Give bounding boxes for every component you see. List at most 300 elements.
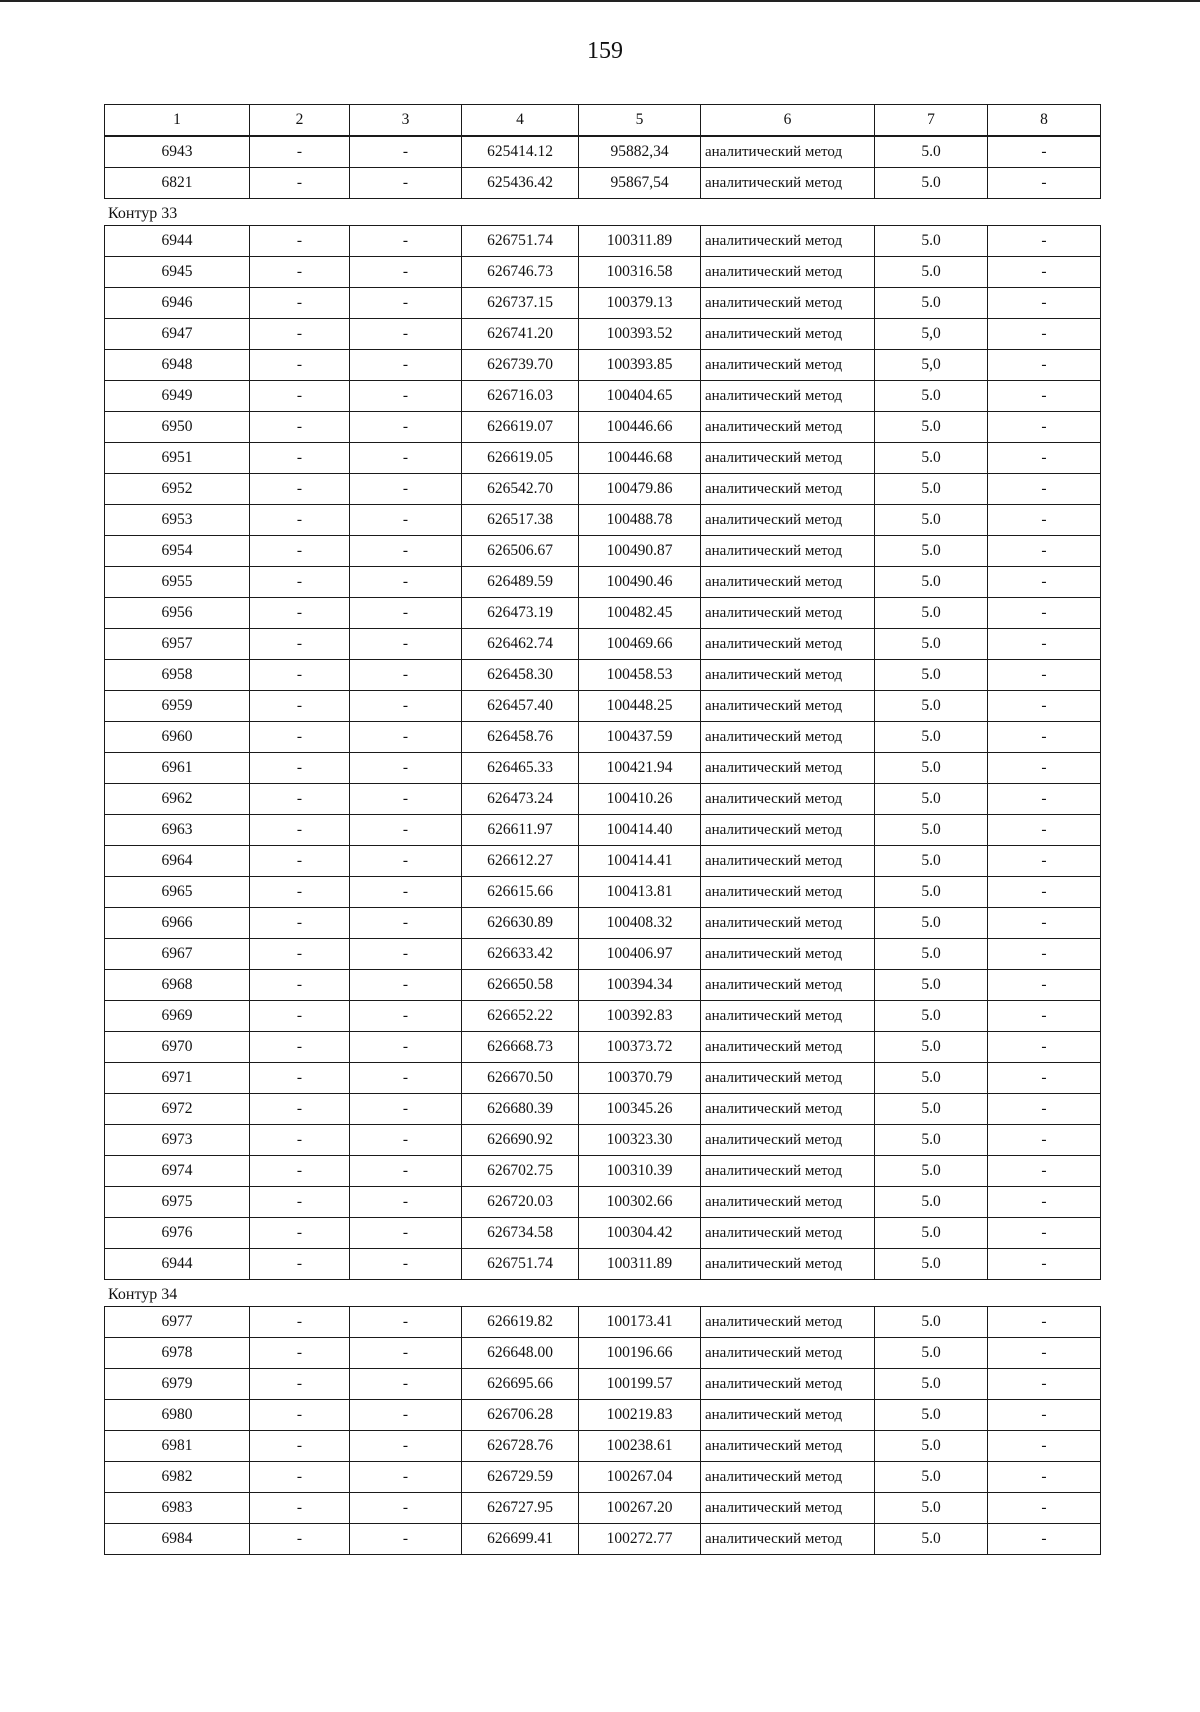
table-cell: - bbox=[988, 474, 1101, 505]
table-cell: 626619.05 bbox=[462, 443, 579, 474]
table-cell: 5.0 bbox=[875, 1462, 988, 1493]
table-cell: аналитический метод bbox=[701, 137, 875, 168]
table-cell: 100488.78 bbox=[579, 505, 701, 536]
table-cell: - bbox=[350, 660, 462, 691]
table-cell: аналитический метод bbox=[701, 1001, 875, 1032]
table-cell: - bbox=[250, 1032, 350, 1063]
table-cell: 6949 bbox=[105, 381, 250, 412]
table-cell: - bbox=[250, 137, 350, 168]
table-cell: 5,0 bbox=[875, 319, 988, 350]
table-cell: 100370.79 bbox=[579, 1063, 701, 1094]
table-cell: аналитический метод bbox=[701, 1493, 875, 1524]
column-header-7: 7 bbox=[875, 105, 988, 136]
table-row bbox=[105, 412, 1101, 443]
table-cell: - bbox=[350, 1249, 462, 1280]
table-cell: 6973 bbox=[105, 1125, 250, 1156]
table-cell: 626619.07 bbox=[462, 412, 579, 443]
table-cell: 5.0 bbox=[875, 1307, 988, 1338]
table-cell: 626633.42 bbox=[462, 939, 579, 970]
table-cell: 6971 bbox=[105, 1063, 250, 1094]
table-cell: 626517.38 bbox=[462, 505, 579, 536]
table-cell: 6967 bbox=[105, 939, 250, 970]
table-cell: - bbox=[350, 505, 462, 536]
table-cell: аналитический метод bbox=[701, 319, 875, 350]
table-cell: - bbox=[350, 1493, 462, 1524]
table-cell: 626699.41 bbox=[462, 1524, 579, 1555]
table-cell: 100410.26 bbox=[579, 784, 701, 815]
table-cell: аналитический метод bbox=[701, 629, 875, 660]
page-number: 159 bbox=[587, 38, 623, 64]
table-cell: - bbox=[250, 1094, 350, 1125]
table-cell: - bbox=[250, 288, 350, 319]
table-row bbox=[105, 1524, 1101, 1555]
table-cell: - bbox=[988, 1218, 1101, 1249]
table-cell: - bbox=[988, 939, 1101, 970]
table-cell: - bbox=[250, 908, 350, 939]
table-cell: - bbox=[250, 1249, 350, 1280]
table-cell: 5.0 bbox=[875, 1032, 988, 1063]
table-cell: 5.0 bbox=[875, 939, 988, 970]
table-cell: 100316.58 bbox=[579, 257, 701, 288]
table-cell: 626670.50 bbox=[462, 1063, 579, 1094]
table-cell: 100304.42 bbox=[579, 1218, 701, 1249]
table-cell: - bbox=[988, 1369, 1101, 1400]
table-cell: - bbox=[988, 815, 1101, 846]
table-cell: 100421.94 bbox=[579, 753, 701, 784]
table-row bbox=[105, 319, 1101, 350]
table-cell: - bbox=[250, 1125, 350, 1156]
table-cell: аналитический метод bbox=[701, 1369, 875, 1400]
table-cell: 100196.66 bbox=[579, 1338, 701, 1369]
table-cell: 626465.33 bbox=[462, 753, 579, 784]
table-cell: - bbox=[250, 846, 350, 877]
table-cell: - bbox=[350, 226, 462, 257]
table-cell: - bbox=[988, 1001, 1101, 1032]
table-cell: - bbox=[350, 1524, 462, 1555]
table-cell: 626542.70 bbox=[462, 474, 579, 505]
table-cell: 6960 bbox=[105, 722, 250, 753]
table-cell: 6984 bbox=[105, 1524, 250, 1555]
top-border-line bbox=[0, 0, 1200, 2]
table-cell: аналитический метод bbox=[701, 722, 875, 753]
table-cell: - bbox=[988, 350, 1101, 381]
table-cell: аналитический метод bbox=[701, 1094, 875, 1125]
coordinates-table bbox=[104, 136, 1101, 199]
table-cell: 5.0 bbox=[875, 505, 988, 536]
table-cell: - bbox=[250, 319, 350, 350]
table-cell: 6955 bbox=[105, 567, 250, 598]
table-cell: - bbox=[988, 784, 1101, 815]
table-cell: 626458.30 bbox=[462, 660, 579, 691]
table-cell: аналитический метод bbox=[701, 815, 875, 846]
table-cell: - bbox=[350, 443, 462, 474]
section-label: Контур 34 bbox=[108, 1286, 178, 1303]
table-cell: - bbox=[988, 536, 1101, 567]
table-cell: 100345.26 bbox=[579, 1094, 701, 1125]
table-cell: 626489.59 bbox=[462, 567, 579, 598]
table-cell: 6976 bbox=[105, 1218, 250, 1249]
table-cell: - bbox=[988, 660, 1101, 691]
table-row bbox=[105, 1249, 1101, 1280]
table-cell: 626611.97 bbox=[462, 815, 579, 846]
table-cell: - bbox=[350, 137, 462, 168]
table-cell: - bbox=[988, 629, 1101, 660]
table-cell: 626652.22 bbox=[462, 1001, 579, 1032]
table-cell: аналитический метод bbox=[701, 1187, 875, 1218]
table-cell: 6983 bbox=[105, 1493, 250, 1524]
table-cell: - bbox=[250, 784, 350, 815]
table-row bbox=[105, 350, 1101, 381]
table-cell: - bbox=[350, 412, 462, 443]
table-cell: 626716.03 bbox=[462, 381, 579, 412]
column-header-3: 3 bbox=[350, 105, 462, 136]
table-cell: аналитический метод bbox=[701, 168, 875, 199]
table-cell: 626720.03 bbox=[462, 1187, 579, 1218]
table-cell: аналитический метод bbox=[701, 443, 875, 474]
table-cell: - bbox=[988, 1063, 1101, 1094]
table-cell: - bbox=[350, 598, 462, 629]
table-cell: аналитический метод bbox=[701, 598, 875, 629]
coordinates-table bbox=[104, 1306, 1101, 1555]
table-cell: 6975 bbox=[105, 1187, 250, 1218]
table-cell: 6977 bbox=[105, 1307, 250, 1338]
table-cell: 6969 bbox=[105, 1001, 250, 1032]
table-cell: 626630.89 bbox=[462, 908, 579, 939]
table-row bbox=[105, 908, 1101, 939]
table-cell: 625436.42 bbox=[462, 168, 579, 199]
table-cell: - bbox=[250, 1338, 350, 1369]
table-cell: - bbox=[250, 1001, 350, 1032]
table-cell: 95867,54 bbox=[579, 168, 701, 199]
table-cell: - bbox=[250, 1524, 350, 1555]
table-row bbox=[105, 257, 1101, 288]
table-cell: 626473.24 bbox=[462, 784, 579, 815]
table-cell: 6965 bbox=[105, 877, 250, 908]
table-cell: аналитический метод bbox=[701, 1462, 875, 1493]
table-cell: 100394.34 bbox=[579, 970, 701, 1001]
table-cell: аналитический метод bbox=[701, 412, 875, 443]
table-cell: - bbox=[988, 226, 1101, 257]
table-cell: 626751.74 bbox=[462, 226, 579, 257]
table-cell: - bbox=[350, 1400, 462, 1431]
table-cell: - bbox=[988, 1032, 1101, 1063]
table-cell: - bbox=[988, 1493, 1101, 1524]
table-cell: 6972 bbox=[105, 1094, 250, 1125]
table-cell: - bbox=[250, 505, 350, 536]
table-row bbox=[105, 939, 1101, 970]
table-cell: 100323.30 bbox=[579, 1125, 701, 1156]
table-cell: - bbox=[350, 753, 462, 784]
table-cell: аналитический метод bbox=[701, 1125, 875, 1156]
table-cell: 6958 bbox=[105, 660, 250, 691]
table-row bbox=[105, 1431, 1101, 1462]
table-cell: аналитический метод bbox=[701, 257, 875, 288]
table-cell: - bbox=[350, 536, 462, 567]
table-cell: - bbox=[350, 257, 462, 288]
table-cell: 5.0 bbox=[875, 1524, 988, 1555]
table-cell: 100310.39 bbox=[579, 1156, 701, 1187]
table-cell: 626612.27 bbox=[462, 846, 579, 877]
column-header-5: 5 bbox=[579, 105, 701, 136]
table-cell: - bbox=[250, 168, 350, 199]
table-cell: 100267.04 bbox=[579, 1462, 701, 1493]
table-cell: аналитический метод bbox=[701, 939, 875, 970]
table-cell: 100238.61 bbox=[579, 1431, 701, 1462]
table-cell: 5.0 bbox=[875, 908, 988, 939]
table-cell: - bbox=[350, 691, 462, 722]
table-cell: аналитический метод bbox=[701, 381, 875, 412]
column-header-8: 8 bbox=[988, 105, 1101, 136]
table-row bbox=[105, 660, 1101, 691]
table-cell: 6981 bbox=[105, 1431, 250, 1462]
table-cell: 5.0 bbox=[875, 1338, 988, 1369]
table-cell: - bbox=[250, 660, 350, 691]
sections-container bbox=[104, 136, 1100, 1555]
table-row bbox=[105, 1493, 1101, 1524]
table-row bbox=[105, 1369, 1101, 1400]
table-cell: - bbox=[350, 1431, 462, 1462]
table-row bbox=[105, 505, 1101, 536]
table-cell: 6952 bbox=[105, 474, 250, 505]
table-cell: - bbox=[250, 257, 350, 288]
table-cell: - bbox=[350, 1218, 462, 1249]
table-cell: 6968 bbox=[105, 970, 250, 1001]
table-cell: 100482.45 bbox=[579, 598, 701, 629]
table-cell: 5.0 bbox=[875, 1156, 988, 1187]
table-cell: 100479.86 bbox=[579, 474, 701, 505]
table-cell: 6974 bbox=[105, 1156, 250, 1187]
table-cell: 5.0 bbox=[875, 877, 988, 908]
table-cell: 626506.67 bbox=[462, 536, 579, 567]
table-cell: - bbox=[250, 1187, 350, 1218]
table-cell: 626751.74 bbox=[462, 1249, 579, 1280]
table-cell: 5.0 bbox=[875, 137, 988, 168]
table-cell: аналитический метод bbox=[701, 226, 875, 257]
table-cell: - bbox=[988, 846, 1101, 877]
table-cell: - bbox=[988, 1307, 1101, 1338]
table-cell: аналитический метод bbox=[701, 846, 875, 877]
table-cell: аналитический метод bbox=[701, 691, 875, 722]
table-cell: 626615.66 bbox=[462, 877, 579, 908]
table-cell: аналитический метод bbox=[701, 536, 875, 567]
table-cell: - bbox=[350, 784, 462, 815]
table-row bbox=[105, 381, 1101, 412]
table-cell: - bbox=[250, 753, 350, 784]
table-cell: 6982 bbox=[105, 1462, 250, 1493]
table-row bbox=[105, 226, 1101, 257]
table-cell: 6943 bbox=[105, 137, 250, 168]
table-cell: - bbox=[250, 1431, 350, 1462]
table-row bbox=[105, 474, 1101, 505]
table-cell: - bbox=[250, 1369, 350, 1400]
table-cell: - bbox=[350, 288, 462, 319]
table-cell: - bbox=[988, 908, 1101, 939]
table-cell: 6970 bbox=[105, 1032, 250, 1063]
table-cell: - bbox=[250, 536, 350, 567]
table-cell: - bbox=[988, 257, 1101, 288]
table-cell: - bbox=[250, 1156, 350, 1187]
table-cell: аналитический метод bbox=[701, 474, 875, 505]
table-cell: - bbox=[350, 1063, 462, 1094]
table-cell: - bbox=[350, 939, 462, 970]
table-cell: - bbox=[250, 381, 350, 412]
table-cell: аналитический метод bbox=[701, 1524, 875, 1555]
column-header-1: 1 bbox=[105, 105, 250, 136]
table-cell: аналитический метод bbox=[701, 1249, 875, 1280]
table-cell: 6962 bbox=[105, 784, 250, 815]
table-cell: 6959 bbox=[105, 691, 250, 722]
coordinates-document bbox=[104, 104, 1100, 1555]
table-cell: - bbox=[988, 722, 1101, 753]
table-cell: 5.0 bbox=[875, 846, 988, 877]
table-cell: 5.0 bbox=[875, 1400, 988, 1431]
table-cell: - bbox=[350, 629, 462, 660]
table-row bbox=[105, 1001, 1101, 1032]
table-cell: 5.0 bbox=[875, 1218, 988, 1249]
table-cell: 626728.76 bbox=[462, 1431, 579, 1462]
table-cell: 6954 bbox=[105, 536, 250, 567]
table-cell: 5.0 bbox=[875, 1125, 988, 1156]
table-row bbox=[105, 722, 1101, 753]
table-cell: - bbox=[988, 1400, 1101, 1431]
table-cell: аналитический метод bbox=[701, 1063, 875, 1094]
table-cell: 5.0 bbox=[875, 1187, 988, 1218]
table-cell: 626462.74 bbox=[462, 629, 579, 660]
table-cell: - bbox=[250, 1493, 350, 1524]
table-cell: - bbox=[250, 474, 350, 505]
table-cell: - bbox=[988, 1156, 1101, 1187]
table-cell: 100458.53 bbox=[579, 660, 701, 691]
table-cell: 6947 bbox=[105, 319, 250, 350]
table-row bbox=[105, 1094, 1101, 1125]
table-cell: 626690.92 bbox=[462, 1125, 579, 1156]
table-cell: 100446.68 bbox=[579, 443, 701, 474]
table-cell: 6978 bbox=[105, 1338, 250, 1369]
table-cell: 5.0 bbox=[875, 257, 988, 288]
table-row bbox=[105, 137, 1101, 168]
table-cell: 100393.85 bbox=[579, 350, 701, 381]
table-cell: 5,0 bbox=[875, 350, 988, 381]
table-cell: 626668.73 bbox=[462, 1032, 579, 1063]
table-cell: 6961 bbox=[105, 753, 250, 784]
table-row bbox=[105, 629, 1101, 660]
table-cell: 5.0 bbox=[875, 226, 988, 257]
table-cell: - bbox=[250, 877, 350, 908]
table-cell: 100219.83 bbox=[579, 1400, 701, 1431]
table-cell: аналитический метод bbox=[701, 1307, 875, 1338]
table-cell: 100469.66 bbox=[579, 629, 701, 660]
table-cell: 100302.66 bbox=[579, 1187, 701, 1218]
table-cell: 6957 bbox=[105, 629, 250, 660]
table-row bbox=[105, 877, 1101, 908]
table-cell: - bbox=[350, 1462, 462, 1493]
table-cell: 100408.32 bbox=[579, 908, 701, 939]
table-cell: - bbox=[988, 168, 1101, 199]
table-cell: - bbox=[988, 137, 1101, 168]
table-cell: 5.0 bbox=[875, 536, 988, 567]
table-cell: 5.0 bbox=[875, 1001, 988, 1032]
table-cell: 5.0 bbox=[875, 815, 988, 846]
section-label: Контур 33 bbox=[108, 205, 178, 222]
table-cell: - bbox=[988, 1125, 1101, 1156]
table-cell: 626729.59 bbox=[462, 1462, 579, 1493]
table-row bbox=[105, 784, 1101, 815]
table-cell: 6944 bbox=[105, 1249, 250, 1280]
table-cell: - bbox=[988, 691, 1101, 722]
table-cell: - bbox=[350, 381, 462, 412]
table-cell: - bbox=[350, 815, 462, 846]
table-cell: 100173.41 bbox=[579, 1307, 701, 1338]
table-cell: - bbox=[350, 877, 462, 908]
table-cell: - bbox=[350, 1001, 462, 1032]
table-cell: 5.0 bbox=[875, 722, 988, 753]
table-cell: 5.0 bbox=[875, 1063, 988, 1094]
table-cell: 6979 bbox=[105, 1369, 250, 1400]
table-cell: - bbox=[250, 691, 350, 722]
table-cell: 5.0 bbox=[875, 660, 988, 691]
table-cell: 626739.70 bbox=[462, 350, 579, 381]
table-cell: аналитический метод bbox=[701, 753, 875, 784]
table-row bbox=[105, 753, 1101, 784]
table-cell: - bbox=[250, 1307, 350, 1338]
table-cell: 6944 bbox=[105, 226, 250, 257]
table-cell: 6953 bbox=[105, 505, 250, 536]
table-cell: 6980 bbox=[105, 1400, 250, 1431]
table-cell: аналитический метод bbox=[701, 1032, 875, 1063]
table-cell: 626473.19 bbox=[462, 598, 579, 629]
table-cell: - bbox=[350, 1369, 462, 1400]
table-row bbox=[105, 691, 1101, 722]
table-cell: 5.0 bbox=[875, 168, 988, 199]
table-cell: - bbox=[350, 970, 462, 1001]
table-row bbox=[105, 1156, 1101, 1187]
table-cell: 626741.20 bbox=[462, 319, 579, 350]
table-cell: - bbox=[350, 567, 462, 598]
table-cell: - bbox=[988, 1462, 1101, 1493]
table-cell: - bbox=[350, 168, 462, 199]
table-row bbox=[105, 1063, 1101, 1094]
table-cell: 626737.15 bbox=[462, 288, 579, 319]
table-cell: - bbox=[350, 908, 462, 939]
table-cell: аналитический метод bbox=[701, 1338, 875, 1369]
table-cell: - bbox=[988, 319, 1101, 350]
table-cell: 5.0 bbox=[875, 598, 988, 629]
table-cell: - bbox=[988, 505, 1101, 536]
table-cell: 100404.65 bbox=[579, 381, 701, 412]
table-cell: - bbox=[988, 288, 1101, 319]
table-cell: 100272.77 bbox=[579, 1524, 701, 1555]
table-cell: аналитический метод bbox=[701, 350, 875, 381]
table-cell: 6821 bbox=[105, 168, 250, 199]
table-cell: - bbox=[350, 1156, 462, 1187]
table-cell: аналитический метод bbox=[701, 1400, 875, 1431]
table-cell: 6950 bbox=[105, 412, 250, 443]
table-cell: 6963 bbox=[105, 815, 250, 846]
table-cell: 100490.46 bbox=[579, 567, 701, 598]
table-cell: 5.0 bbox=[875, 970, 988, 1001]
table-cell: - bbox=[988, 970, 1101, 1001]
table-cell: - bbox=[988, 1431, 1101, 1462]
table-cell: аналитический метод bbox=[701, 1156, 875, 1187]
table-cell: - bbox=[350, 1125, 462, 1156]
table-cell: - bbox=[250, 226, 350, 257]
column-header-4: 4 bbox=[462, 105, 579, 136]
coordinates-table bbox=[104, 225, 1101, 1280]
table-cell: 100199.57 bbox=[579, 1369, 701, 1400]
table-cell: аналитический метод bbox=[701, 505, 875, 536]
table-cell: - bbox=[350, 350, 462, 381]
table-cell: 100267.20 bbox=[579, 1493, 701, 1524]
